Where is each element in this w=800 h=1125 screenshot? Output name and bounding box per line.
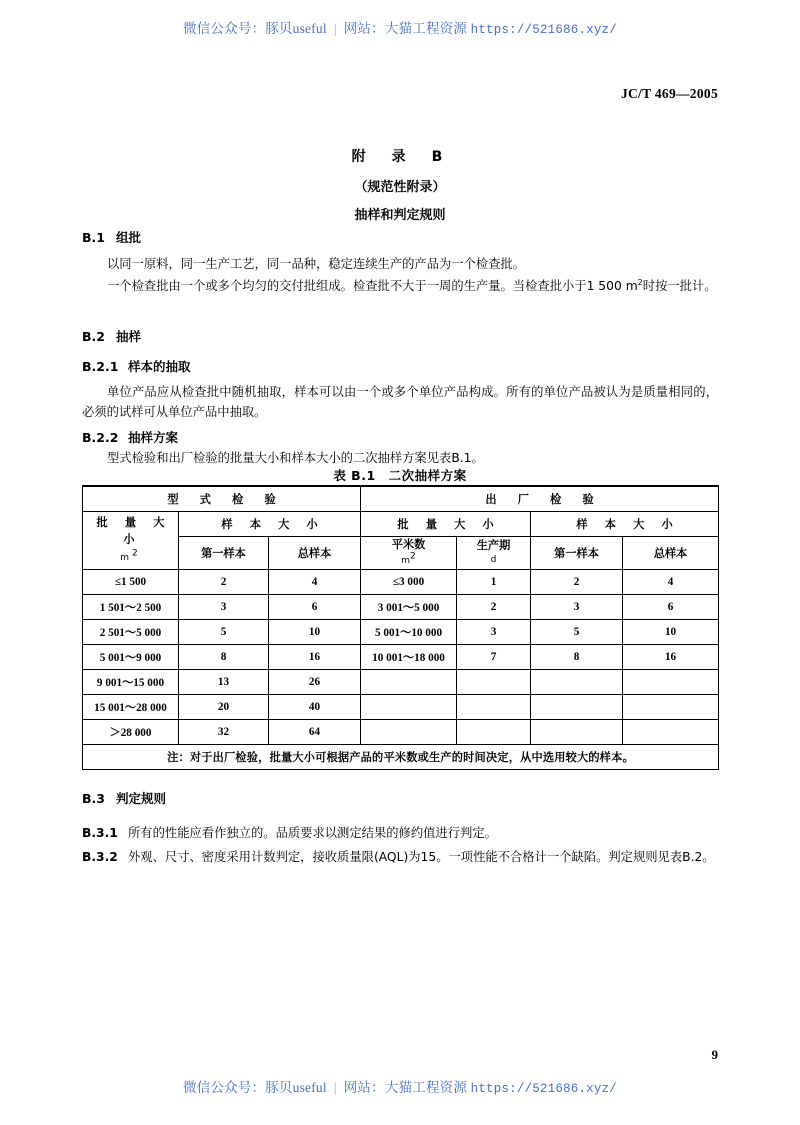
cell-fac-first: 8 xyxy=(531,645,623,670)
cell-type-batch: ＞28 000 xyxy=(83,720,179,745)
cell-type-first: 8 xyxy=(179,645,269,670)
annex-name: 抽样和判定规则 xyxy=(354,208,446,223)
table-row xyxy=(83,695,719,720)
table-row xyxy=(83,595,719,620)
table-note: 注：对于出厂检验，批量大小可根据产品的平米数或生产的时间决定，从中选用较大的样本。 xyxy=(83,745,719,770)
table-row xyxy=(83,620,719,645)
clause-b1-para1: 以同一原料，同一生产工艺，同一品种，稳定连续生产的产品为一个检查批。 xyxy=(107,257,526,271)
clause-b3-title: 判定规则 xyxy=(116,791,167,806)
cell-fac-days: 2 xyxy=(457,595,531,620)
cell-type-first: 2 xyxy=(179,570,269,595)
cell-fac-sqm: 10 001～18 000 xyxy=(361,645,457,670)
table-row xyxy=(83,645,719,670)
clause-b1-title: 组批 xyxy=(116,230,142,245)
cell-type-total: 64 xyxy=(269,720,361,745)
cell-fac-sqm xyxy=(361,720,457,745)
cell-type-first: 5 xyxy=(179,620,269,645)
annex-subtitle: （规范性附录） xyxy=(354,180,446,195)
clause-b32-number: B.3.2 xyxy=(82,850,118,864)
cell-type-batch: 15 001～28 000 xyxy=(83,695,179,720)
clause-b21-number: B.2.1 xyxy=(82,359,119,374)
cell-fac-sqm xyxy=(361,695,457,720)
header-stub-unit-superscript: 2 xyxy=(132,548,141,559)
watermark-url[interactable]: https://521686.xyz/ xyxy=(470,1082,617,1096)
cell-type-first: 32 xyxy=(179,720,269,745)
table-row-subgroup-header xyxy=(83,512,719,537)
clause-b21-title: 样本的抽取 xyxy=(128,359,191,374)
header-square-meters-unit: m xyxy=(401,556,411,566)
cell-fac-total xyxy=(623,670,719,695)
cell-type-batch: ≤1 500 xyxy=(83,570,179,595)
cell-fac-first: 5 xyxy=(531,620,623,645)
clause-b1-para2 xyxy=(82,276,718,296)
clause-b31-number: B.3.1 xyxy=(82,826,118,840)
clause-b1-para2-text-a: 一个检查批由一个或多个均匀的交付批组成。检查批不大于一周的生产量。当检查批小于1 500 m xyxy=(107,279,638,293)
table-row-group-header xyxy=(83,486,719,512)
cell-fac-first: 3 xyxy=(531,595,623,620)
cell-type-total: 4 xyxy=(269,570,361,595)
cell-type-total: 16 xyxy=(269,645,361,670)
watermark-separator: | xyxy=(333,1080,337,1095)
table-row xyxy=(83,570,719,595)
watermark-separator: | xyxy=(333,21,337,36)
watermark-site-label: 网站： xyxy=(343,21,385,36)
cell-type-total: 10 xyxy=(269,620,361,645)
table-b1-caption: 表 B.1 二次抽样方案 xyxy=(333,468,467,483)
cell-fac-sqm: 3 001～5 000 xyxy=(361,595,457,620)
cell-fac-first xyxy=(531,695,623,720)
cell-fac-days xyxy=(457,670,531,695)
cell-fac-days xyxy=(457,695,531,720)
clause-b1-heading xyxy=(82,228,718,246)
table-row xyxy=(83,670,719,695)
cell-fac-first xyxy=(531,720,623,745)
cell-fac-first: 2 xyxy=(531,570,623,595)
clause-b1-para2-superscript: 2 xyxy=(637,277,643,287)
cell-type-batch: 1 501～2 500 xyxy=(83,595,179,620)
cell-type-total: 26 xyxy=(269,670,361,695)
cell-fac-days: 3 xyxy=(457,620,531,645)
cell-type-total: 40 xyxy=(269,695,361,720)
table-row-note xyxy=(83,745,719,770)
clause-b1-number: B.1 xyxy=(82,230,105,245)
header-type-test: 型 式 检 验 xyxy=(83,486,361,512)
header-square-meters-unit-superscript: 2 xyxy=(410,551,416,562)
cell-type-total: 6 xyxy=(269,595,361,620)
watermark-site-label: 网站： xyxy=(343,1080,385,1095)
watermark-top xyxy=(0,17,800,37)
watermark-wechat-label: 微信公众号： xyxy=(183,1080,266,1095)
header-factory-sample-size: 样 本 大 小 xyxy=(531,512,719,537)
header-stub-unit: m xyxy=(120,553,133,563)
clause-b1-para2-text-b: 时按一批计。 xyxy=(642,279,717,293)
watermark-bottom xyxy=(0,1076,800,1096)
watermark-wechat-name: 豚贝useful xyxy=(265,1080,327,1095)
cell-fac-sqm: ≤3 000 xyxy=(361,570,457,595)
cell-type-batch: 9 001～15 000 xyxy=(83,670,179,695)
cell-fac-days: 1 xyxy=(457,570,531,595)
header-type-sample-size: 样 本 大 小 xyxy=(179,512,361,537)
page-number: 9 xyxy=(711,1047,718,1062)
clause-b31 xyxy=(82,823,718,843)
header-production-period: 生产期 d xyxy=(457,537,531,570)
clause-b3-heading xyxy=(82,789,718,807)
cell-fac-first xyxy=(531,670,623,695)
clause-b2-title: 抽样 xyxy=(116,329,142,344)
header-type-total-sample: 总样本 xyxy=(269,537,361,570)
watermark-url[interactable]: https://521686.xyz/ xyxy=(470,23,617,37)
cell-fac-total xyxy=(623,695,719,720)
clause-b21-para: 单位产品应从检查批中随机抽取，样本可以由一个或多个单位产品构成。所有的单位产品被认为是质量相同的，必须的试样可从单位产品中抽取。 xyxy=(82,385,718,419)
cell-fac-days: 7 xyxy=(457,645,531,670)
header-factory-batch-size: 批 量 大 小 xyxy=(361,512,531,537)
cell-fac-sqm: 5 001～10 000 xyxy=(361,620,457,645)
table-b1-sampling-plan xyxy=(82,485,719,770)
watermark-site-name: 大猫工程资源 xyxy=(384,21,468,36)
cell-fac-total: 10 xyxy=(623,620,719,645)
cell-type-batch: 2 501～5 000 xyxy=(83,620,179,645)
clause-b22-para: 型式检验和出厂检验的批量大小和样本大小的二次抽样方案见表B.1。 xyxy=(107,451,484,465)
cell-fac-days xyxy=(457,720,531,745)
clause-b21-heading xyxy=(82,357,718,375)
standard-code-header: JC/T 469—2005 xyxy=(620,86,718,101)
cell-fac-total: 4 xyxy=(623,570,719,595)
watermark-wechat-name: 豚贝useful xyxy=(265,21,327,36)
header-production-period-unit: d xyxy=(490,555,497,565)
annex-title: 附 录 B xyxy=(351,149,449,165)
cell-fac-total xyxy=(623,720,719,745)
cell-fac-total: 6 xyxy=(623,595,719,620)
cell-type-first: 20 xyxy=(179,695,269,720)
cell-type-first: 13 xyxy=(179,670,269,695)
clause-b22-title: 抽样方案 xyxy=(128,430,179,445)
header-stub-batch-size: 批 量 大 小 $m^2$ xyxy=(83,512,179,570)
cell-type-batch: 5 001～9 000 xyxy=(83,645,179,670)
header-factory-total-sample: 总样本 xyxy=(623,537,719,570)
header-factory-first-sample: 第一样本 xyxy=(531,537,623,570)
clause-b22-number: B.2.2 xyxy=(82,430,119,445)
table-row xyxy=(83,720,719,745)
clause-b32 xyxy=(82,847,718,867)
table-row-column-header xyxy=(83,537,719,570)
header-type-first-sample: 第一样本 xyxy=(179,537,269,570)
cell-fac-sqm xyxy=(361,670,457,695)
clause-b3-number: B.3 xyxy=(82,791,105,806)
watermark-site-name: 大猫工程资源 xyxy=(384,1080,468,1095)
header-square-meters: 平米数 $m^2$ xyxy=(361,537,457,570)
clause-b2-heading xyxy=(82,327,718,345)
clause-b22-heading xyxy=(82,428,718,446)
clause-b32-text: 外观、尺寸、密度采用计数判定，接收质量限(AQL)为15。一项性能不合格计一个缺陷。判定规则见表B.2。 xyxy=(128,850,715,864)
header-factory-test: 出 厂 检 验 xyxy=(361,486,719,512)
annex-heading-block xyxy=(0,146,800,223)
watermark-wechat-label: 微信公众号： xyxy=(183,21,266,36)
cell-type-first: 3 xyxy=(179,595,269,620)
clause-b31-text: 所有的性能应看作独立的。品质要求以测定结果的修约值进行判定。 xyxy=(128,826,497,840)
clause-b2-number: B.2 xyxy=(82,329,105,344)
cell-fac-total: 16 xyxy=(623,645,719,670)
